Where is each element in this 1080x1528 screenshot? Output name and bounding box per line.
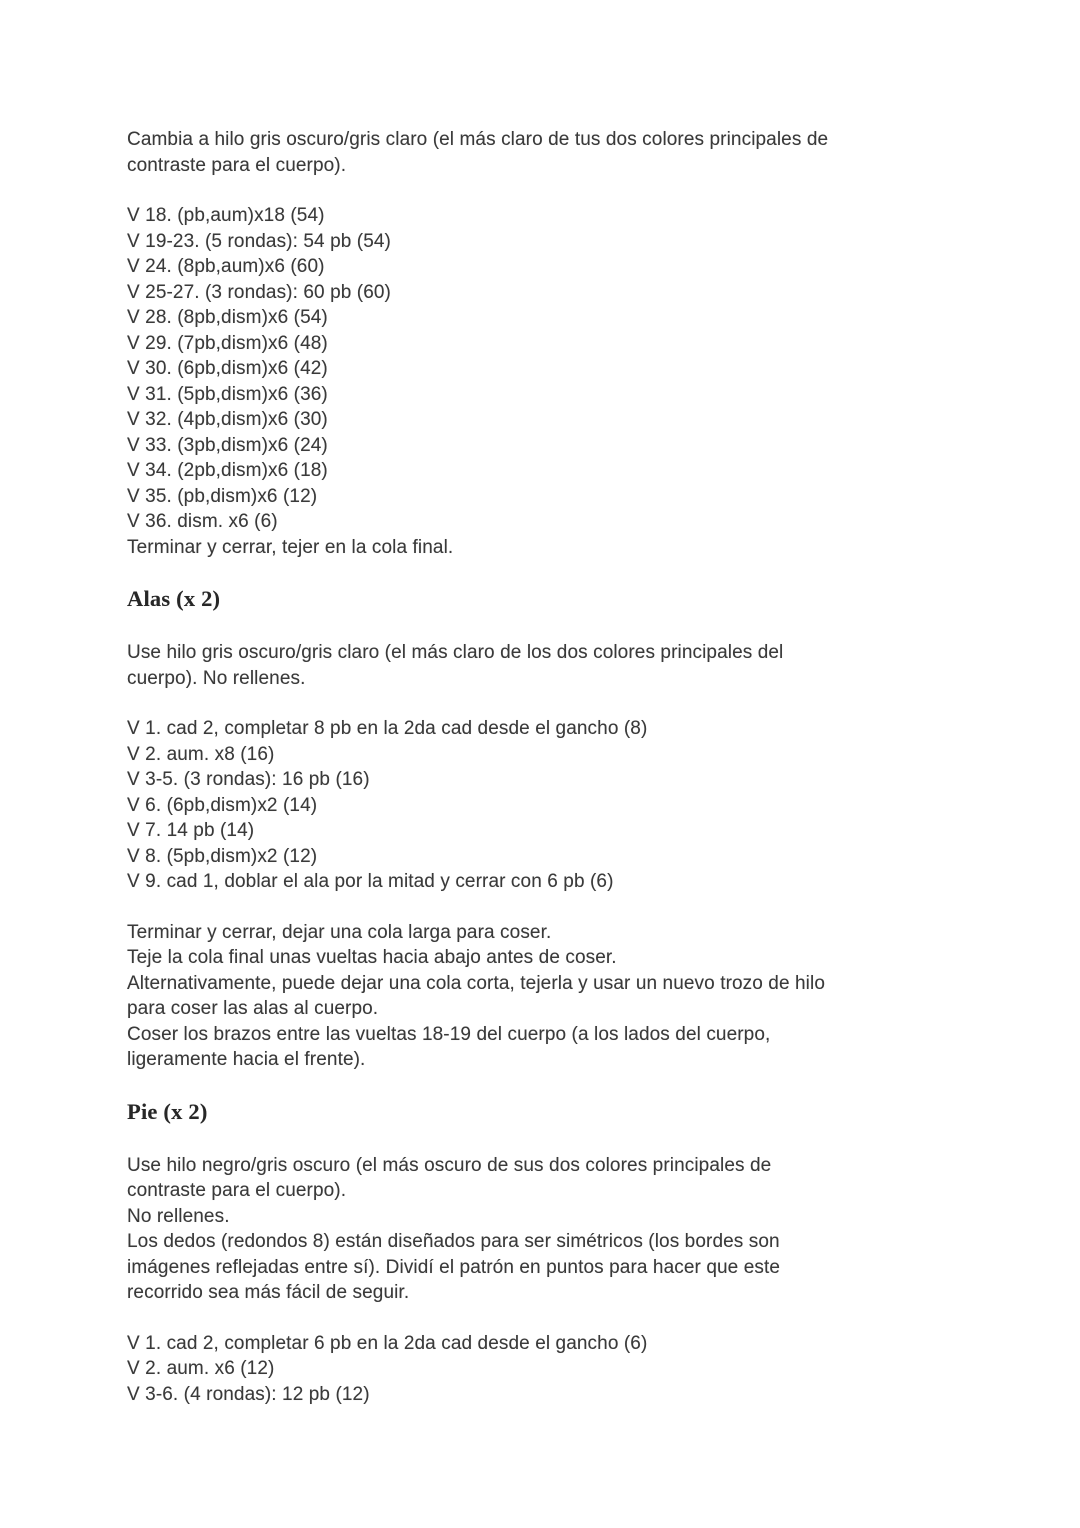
section-heading-pie: Pie (x 2) <box>127 1098 208 1124</box>
paragraph-line: Teje la cola final unas vueltas hacia abajo antes de coser. <box>127 947 617 968</box>
pattern-line: V 28. (8pb,dism)x6 (54) <box>127 307 328 328</box>
paragraph-line: cuerpo). No rellenes. <box>127 667 306 689</box>
paragraph-line: contraste para el cuerpo). <box>127 1180 347 1201</box>
pattern-line: V 2. aum. x8 (16) <box>127 743 275 765</box>
paragraph-line: Los dedos (redondos 8) están diseñados para ser simétricos (los bordes son <box>127 1231 780 1252</box>
pattern-line: V 25-27. (3 rondas): 60 pb (60) <box>127 281 391 303</box>
pattern-line: V 36. dism. x6 (6) <box>127 511 278 532</box>
pattern-line: V 29. (7pb,dism)x6 (48) <box>127 332 328 354</box>
pattern-line: V 3-5. (3 rondas): 16 pb (16) <box>127 769 370 790</box>
pattern-line: V 9. cad 1, doblar el ala por la mitad y cerrar con 6 pb (6) <box>127 871 614 892</box>
paragraph-alas-intro <box>127 640 970 691</box>
pattern-line: V 7. 14 pb (14) <box>127 820 255 841</box>
pattern-line: V 31. (5pb,dism)x6 (36) <box>127 383 328 405</box>
pattern-line: Terminar y cerrar, tejer en la cola final. <box>127 536 454 558</box>
section-heading-alas: Alas (x 2) <box>127 586 221 611</box>
pattern-line: V 1. cad 2, completar 8 pb en la 2da cad desde el gancho (8) <box>127 718 648 739</box>
paragraph-line: imágenes reflejadas entre sí). Dividí el patrón en puntos para hacer que este <box>127 1256 781 1278</box>
pattern-line: V 34. (2pb,dism)x6 (18) <box>127 460 328 481</box>
paragraph-line: Terminar y cerrar, dejar una cola larga para coser. <box>127 921 552 943</box>
paragraph-line: ligeramente hacia el frente). <box>127 1049 366 1070</box>
pattern-line: V 32. (4pb,dism)x6 (30) <box>127 409 328 430</box>
paragraph-line: Alternativamente, puede dejar una cola corta, tejerla y usar un nuevo trozo de hilo <box>127 972 825 994</box>
pattern-line: V 35. (pb,dism)x6 (12) <box>127 485 318 507</box>
paragraph-line: recorrido sea más fácil de seguir. <box>127 1282 410 1303</box>
pattern-line: V 24. (8pb,aum)x6 (60) <box>127 256 325 277</box>
paragraph-alas-notes <box>127 920 970 1073</box>
pattern-line: V 2. aum. x6 (12) <box>127 1358 275 1379</box>
pattern-rounds-pie <box>127 1331 970 1408</box>
pattern-line: V 1. cad 2, completar 6 pb en la 2da cad desde el gancho (6) <box>127 1332 648 1354</box>
paragraph-line: para coser las alas al cuerpo. <box>127 998 379 1019</box>
paragraph-line: contraste para el cuerpo). <box>127 154 347 176</box>
pattern-line: V 18. (pb,aum)x18 (54) <box>127 205 325 226</box>
paragraph-line: Cambia a hilo gris oscuro/gris claro (el más claro de tus dos colores principales de <box>127 129 829 150</box>
pattern-rounds-body <box>127 203 970 560</box>
pattern-line: V 19-23. (5 rondas): 54 pb (54) <box>127 230 391 252</box>
paragraph-line: Use hilo negro/gris oscuro (el más oscuro de sus dos colores principales de <box>127 1154 772 1176</box>
pattern-rounds-alas <box>127 716 970 895</box>
paragraph-line: Use hilo gris oscuro/gris claro (el más claro de los dos colores principales del <box>127 642 784 663</box>
paragraph-line: No rellenes. <box>127 1205 230 1227</box>
pattern-line: V 30. (6pb,dism)x6 (42) <box>127 358 328 379</box>
pattern-line: V 33. (3pb,dism)x6 (24) <box>127 434 328 456</box>
paragraph-color-change <box>127 127 970 178</box>
pattern-line: V 3-6. (4 rondas): 12 pb (12) <box>127 1383 370 1405</box>
paragraph-line: Coser los brazos entre las vueltas 18-19 del cuerpo (a los lados del cuerpo, <box>127 1023 771 1045</box>
pattern-line: V 8. (5pb,dism)x2 (12) <box>127 845 318 867</box>
paragraph-pie-intro <box>127 1153 970 1306</box>
pattern-line: V 6. (6pb,dism)x2 (14) <box>127 794 318 816</box>
